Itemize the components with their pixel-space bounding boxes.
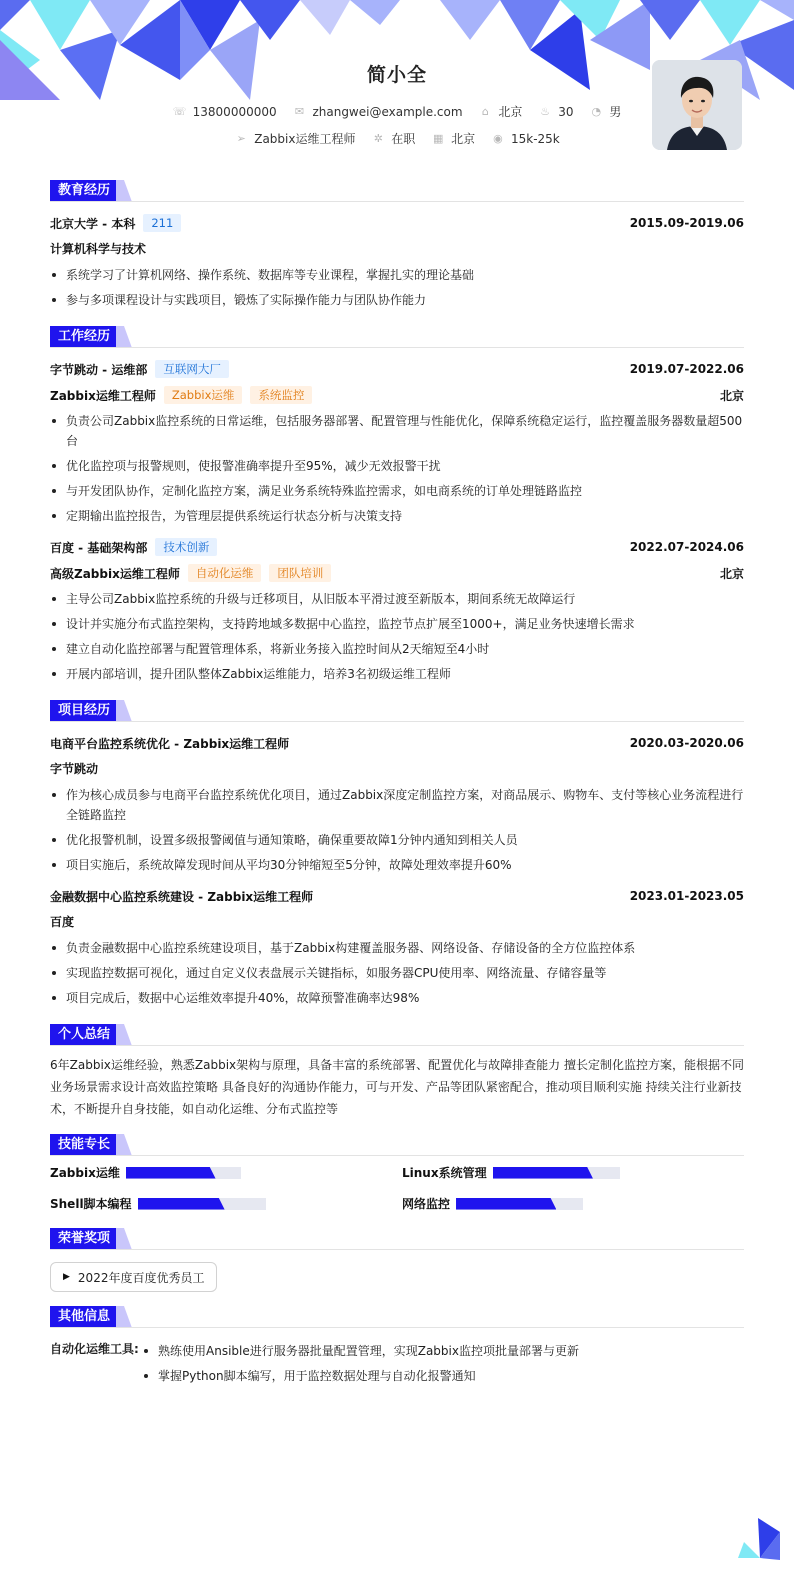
role-tag: 团队培训: [269, 564, 331, 582]
section-title: [50, 326, 744, 348]
title-slant-icon: [116, 700, 132, 722]
title-slant-icon: [116, 1134, 132, 1156]
divider: [50, 201, 744, 202]
awards-title: 荣誉奖项: [50, 1228, 118, 1250]
list-item: 项目完成后，数据中心运维效率提升40%，故障预警准确率达98%: [50, 988, 744, 1008]
skill-bar-fill: [456, 1198, 556, 1210]
skills-title: 技能专长: [50, 1134, 118, 1156]
role-tag: 系统监控: [250, 386, 312, 404]
work-entry: [50, 356, 744, 526]
project-entry: [50, 730, 744, 875]
skill-bar-fill: [126, 1167, 216, 1179]
home-icon: ⌂: [481, 105, 489, 118]
phone-icon: ☏: [172, 105, 187, 118]
company-name: 百度 - 基础架构部: [50, 540, 148, 555]
education-date: 2015.09-2019.06: [629, 216, 744, 230]
summary-text: 6年Zabbix运维经验，熟悉Zabbix架构与原理，具备丰富的系统部署、配置优化与故障排查能力 擅长定制化监控方案，能根据不同业务场景需求设计高效监控策略 具备良好的沟通协作能力，可与开发、产品等团队紧密配合，推动项目顺利实施 持续关注行业新技术，不断提升自身技能，如自动化运维、分布式监控等: [50, 1058, 744, 1116]
section-title: [50, 180, 744, 202]
skill-bar: [138, 1198, 266, 1210]
title-slant-icon: [116, 180, 132, 202]
education-title: 教育经历: [50, 180, 118, 202]
skill-bar: [456, 1198, 583, 1210]
summary-title: 个人总结: [50, 1024, 118, 1046]
divider: [50, 1155, 744, 1156]
divider: [50, 347, 744, 348]
list-item: 建立自动化监控部署与配置管理体系，将新业务接入监控时间从2天缩短至4小时: [50, 639, 744, 659]
work-section: [50, 326, 744, 684]
divider: [50, 1327, 744, 1328]
skill-name: 网络监控: [402, 1197, 451, 1211]
section-title: [50, 700, 744, 722]
target-city-item: ▦ 北京: [432, 132, 476, 146]
other-section: [50, 1306, 744, 1391]
award-item: [50, 1262, 217, 1292]
avatar-photo: [652, 60, 742, 150]
work-bullets: [50, 589, 744, 684]
section-title: [50, 1134, 744, 1156]
skill-name: Linux系统管理: [402, 1166, 487, 1180]
status-icon: ✲: [373, 132, 383, 145]
project-bullets: [50, 785, 744, 875]
cake-icon: ♨: [540, 105, 551, 118]
list-item: 主导公司Zabbix监控系统的升级与迁移项目，从旧版本平滑过渡至新版本，期间系统无故障运行: [50, 589, 744, 609]
summary-section: [50, 1024, 744, 1120]
title-slant-icon: [116, 1228, 132, 1250]
education-section: [50, 180, 744, 310]
avatar-illustration: [652, 60, 742, 150]
company-name: 字节跳动 - 运维部: [50, 362, 148, 377]
skill-item: [402, 1195, 744, 1212]
list-item: 与开发团队协作，定制化监控方案，满足业务系统特殊监控需求，如电商系统的订单处理链路监控: [50, 481, 744, 501]
work-bullets: [50, 411, 744, 526]
title-slant-icon: [116, 1306, 132, 1328]
gender-item: ◔ 男: [589, 103, 621, 120]
company-tag: 技术创新: [155, 538, 217, 556]
project-entry: [50, 883, 744, 1008]
list-item: 优化报警机制，设置多级报警阈值与通知策略，确保重要故障1分钟内通知到相关人员: [50, 830, 744, 850]
role-tag: 自动化运维: [188, 564, 262, 582]
candidate-name: 简小全: [366, 64, 427, 86]
list-item: 定期输出监控报告，为管理层提供系统运行状态分析与决策支持: [50, 506, 744, 526]
major: 计算机科学与技术: [50, 242, 147, 256]
status-item: ✲ 在职: [371, 130, 415, 147]
work-date: 2022.07-2024.06: [629, 540, 744, 554]
awards-section: [50, 1228, 744, 1292]
list-item: 作为核心成员参与电商平台监控系统优化项目，通过Zabbix深度定制监控方案，对商品展示、购物车、支付等核心业务流程进行全链路监控: [50, 785, 744, 825]
list-item: 设计并实施分布式监控架构，支持跨地域多数据中心监控，监控节点扩展至1000+，满足业务快速增长需求: [50, 614, 744, 634]
project-name: 金融数据中心监控系统建设 - Zabbix运维工程师: [50, 889, 314, 904]
work-location: 北京: [719, 388, 744, 403]
list-item: 实现监控数据可视化，通过自定义仪表盘展示关键指标，如服务器CPU使用率、网络流量、存储容量等: [50, 963, 744, 983]
other-title: 其他信息: [50, 1306, 118, 1328]
education-entry: [50, 210, 744, 310]
intention-row: [50, 130, 744, 147]
work-title: 工作经历: [50, 326, 118, 348]
profile-header: [50, 0, 744, 170]
skill-name: Zabbix运维: [50, 1166, 120, 1180]
school-tag: 211: [143, 214, 181, 232]
projects-title: 项目经历: [50, 700, 118, 722]
skill-name: Shell脚本编程: [50, 1197, 132, 1211]
email-item: ✉ zhangwei@example.com: [292, 105, 462, 119]
work-date: 2019.07-2022.06: [629, 362, 744, 376]
contact-row: [50, 103, 744, 120]
role-name: Zabbix运维工程师: [50, 388, 156, 403]
gender-icon: ◔: [591, 105, 602, 118]
phone-item: ☏ 13800000000: [172, 104, 277, 119]
title-slant-icon: [116, 326, 132, 348]
age-item: ♨ 30: [538, 105, 573, 119]
skills-grid: [50, 1164, 744, 1212]
building-icon: ▦: [432, 132, 444, 145]
skill-bar: [126, 1167, 241, 1179]
other-bullets: [142, 1338, 744, 1391]
city-item: ⌂ 北京: [478, 103, 522, 120]
skill-item: [402, 1164, 744, 1181]
list-item: 系统学习了计算机网络、操作系统、数据库等专业课程，掌握扎实的理论基础: [50, 265, 744, 285]
work-location: 北京: [719, 566, 744, 581]
send-icon: ➢: [236, 132, 246, 145]
skill-item: [50, 1195, 402, 1212]
divider: [50, 1045, 744, 1046]
project-name: 电商平台监控系统优化 - Zabbix运维工程师: [50, 736, 290, 751]
award-label: 2022年度百度优秀员工: [77, 1270, 205, 1285]
coin-icon: ◉: [493, 132, 503, 145]
list-item: 掌握Python脚本编写，用于监控数据处理与自动化报警通知: [142, 1366, 744, 1386]
section-title: [50, 1024, 744, 1046]
list-item: 项目实施后，系统故障发现时间从平均30分钟缩短至5分钟，故障处理效率提升60%: [50, 855, 744, 875]
divider: [50, 721, 744, 722]
skill-bar: [493, 1167, 620, 1179]
company-tag: 互联网大厂: [155, 360, 229, 378]
skill-bar-fill: [138, 1198, 225, 1210]
project-org: 字节跳动: [50, 762, 99, 776]
title-slant-icon: [116, 1024, 132, 1046]
project-org: 百度: [50, 915, 75, 929]
role-name: 高级Zabbix运维工程师: [50, 566, 180, 581]
section-title: [50, 1306, 744, 1328]
skills-section: [50, 1134, 744, 1212]
job-item: ➢ Zabbix运维工程师: [234, 130, 355, 147]
skill-bar-fill: [493, 1167, 593, 1179]
mail-icon: ✉: [294, 105, 305, 118]
divider: [50, 1249, 744, 1250]
salary-item: ◉ 15k-25k: [491, 132, 560, 146]
list-item: 熟练使用Ansible进行服务器批量配置管理，实现Zabbix监控项批量部署与更新: [142, 1341, 744, 1361]
play-icon: ▶: [63, 1272, 70, 1282]
list-item: 负责公司Zabbix监控系统的日常运维，包括服务器部署、配置管理与性能优化，保障系统稳定运行，监控覆盖服务器数量超500台: [50, 411, 744, 451]
section-title: [50, 1228, 744, 1250]
project-date: 2023.01-2023.05: [629, 889, 744, 903]
projects-section: [50, 700, 744, 1008]
school-name: 北京大学 - 本科: [50, 216, 136, 231]
list-item: 参与多项课程设计与实践项目，锻炼了实际操作能力与团队协作能力: [50, 290, 744, 310]
other-label: 自动化运维工具:: [50, 1342, 139, 1356]
footer-decoration: [738, 1518, 780, 1560]
list-item: 开展内部培训，提升团队整体Zabbix运维能力，培养3名初级运维工程师: [50, 664, 744, 684]
project-bullets: [50, 938, 744, 1008]
work-entry: [50, 534, 744, 684]
list-item: 负责金融数据中心监控系统建设项目，基于Zabbix构建覆盖服务器、网络设备、存储设备的全方位监控体系: [50, 938, 744, 958]
project-date: 2020.03-2020.06: [629, 736, 744, 750]
education-bullets: [50, 265, 744, 310]
list-item: 优化监控项与报警规则，使报警准确率提升至95%，减少无效报警干扰: [50, 456, 744, 476]
role-tag: Zabbix运维: [164, 386, 243, 404]
skill-item: [50, 1164, 402, 1181]
other-info: [50, 1336, 744, 1391]
